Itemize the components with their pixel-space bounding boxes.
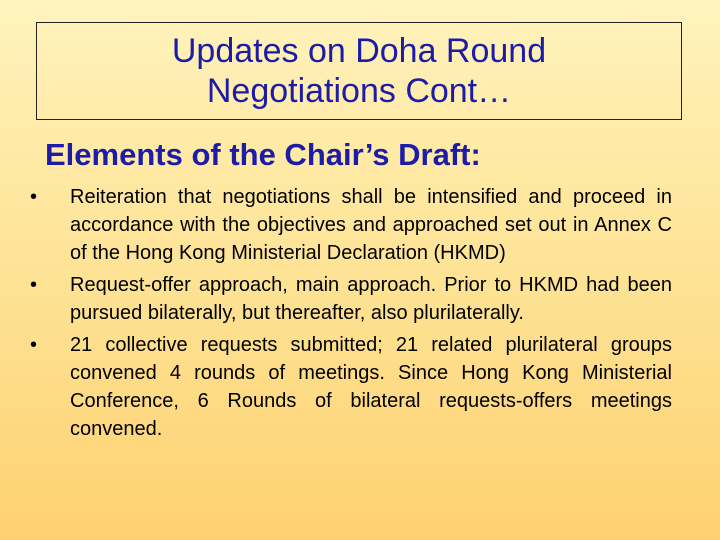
slide-title-line-1: Updates on Doha Round <box>171 32 547 70</box>
bullet-item <box>0 271 720 327</box>
slide-title-line-2: Negotiations Cont… <box>206 72 512 110</box>
bullet-item <box>0 183 720 267</box>
bullet-marker: • <box>30 274 38 296</box>
title-box <box>36 22 682 120</box>
bullet-marker: • <box>30 186 38 208</box>
bullet-marker: • <box>30 334 38 356</box>
section-heading: Elements of the Chair’s Draft: <box>45 137 481 172</box>
bullet-text: 21 collective requests submitted; 21 related plurilateral groups convened 4 rounds of meetings. Since Hong Kong Ministerial Conference, 6 Rounds of bilateral requests-offers meetings convened. <box>70 334 672 440</box>
bullet-text: Request-offer approach, main approach. Prior to HKMD had been pursued bilaterally, but thereafter, also plurilaterally. <box>70 274 672 324</box>
bullet-text: Reiteration that negotiations shall be intensified and proceed in accordance with the objectives and approached set out in Annex C of the Hong Kong Ministerial Declaration (HKMD) <box>70 186 672 264</box>
bullet-item <box>0 331 720 443</box>
bullet-list <box>0 183 720 447</box>
